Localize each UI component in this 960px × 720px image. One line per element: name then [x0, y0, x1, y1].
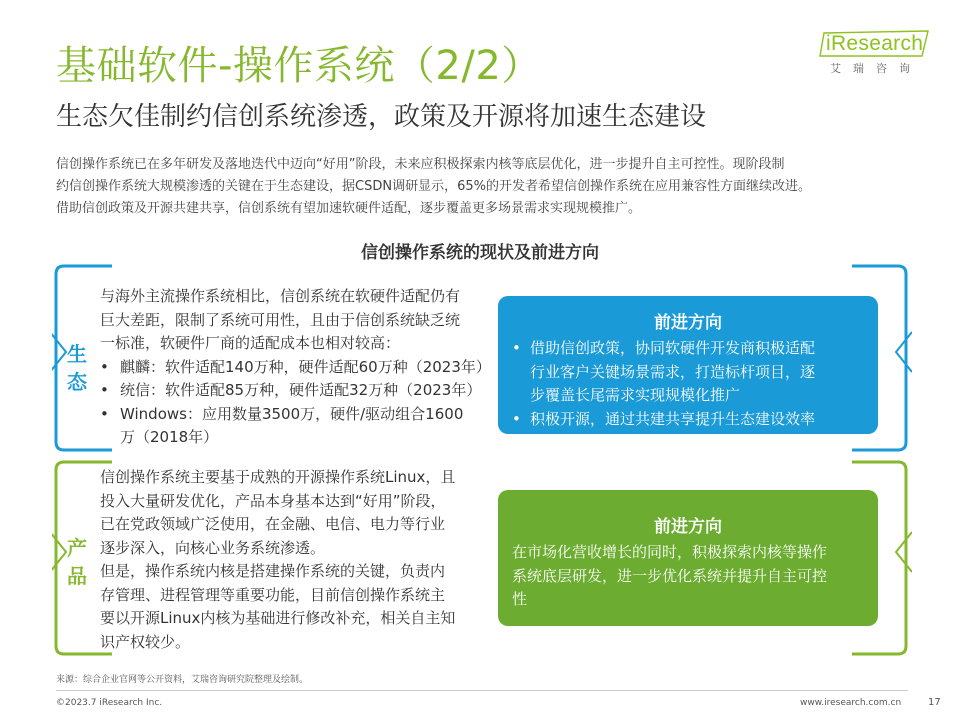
ecosystem-line: 一标准，软硬件厂商的适配成本也相对较高：	[100, 334, 401, 352]
ecosystem-bullet-cont: 万（2018年）	[120, 428, 219, 446]
ecosystem-chevron-right	[896, 332, 912, 372]
ecosystem-bullet: • 麒麟：软件适配140万种，硬件适配60万种（2023年）	[100, 357, 491, 376]
ecosystem-box-item: • 积极开源，通过共建共享提升生态建设效率	[512, 409, 816, 428]
ecosystem-box-title: 前进方向	[654, 313, 722, 333]
copyright: ©2023.7 iResearch Inc.	[56, 698, 163, 708]
ecosystem-box-item: 行业客户关键场景需求，打造标杆项目，逐	[530, 362, 816, 381]
ecosystem-line: 与海外主流操作系统相比，信创系统在软硬件适配仍有	[100, 287, 461, 305]
product-line: 逐步深入，向核心业务系统渗透。	[100, 538, 326, 557]
ecosystem-description	[100, 285, 491, 450]
product-line: 存管理、进程管理等重要功能，目前信创操作系统主	[100, 585, 446, 604]
product-line: 识产权较少。	[100, 632, 191, 651]
product-box-line: 系统底层研发，进一步优化系统并提升自主可控	[512, 566, 828, 585]
ecosystem-bullet: • Windows：应用数量3500万，硬件/驱动组合1600	[100, 404, 464, 423]
intro-line: 信创操作系统已在多年研发及落地迭代中迈向“好用”阶段，未来应积极探索内核等底层优化，进一步提升自主可控性。现阶段制	[56, 157, 785, 172]
product-line: 已在党政领域广泛使用，在金融、电信、电力等行业	[100, 515, 446, 533]
website-link[interactable]: www.iresearch.com.cn	[800, 698, 902, 708]
logo-cn-text: 艾瑞咨询	[830, 62, 922, 75]
product-label: 产 品	[67, 536, 87, 588]
intro-paragraph	[56, 154, 904, 220]
product-box-line: 性	[512, 590, 528, 608]
ecosystem-direction-box	[498, 296, 878, 434]
product-line: 但是，操作系统内核是搭建操作系统的关键，负责内	[100, 562, 446, 580]
product-direction-box	[498, 490, 878, 626]
ecosystem-box-item: 步覆盖长尾需求实现规模化推广	[530, 386, 741, 404]
product-box-line: 在市场化营收增长的同时，积极探索内核等操作	[512, 543, 828, 561]
ecosystem-box-item: • 借助信创政策，协同软硬件开发商积极适配	[512, 339, 816, 357]
intro-line: 约信创操作系统大规模渗透的关键在于生态建设，据CSDN调研显示，65%的开发者希望信创操作系统在应用兼容性方面继续改进。	[56, 179, 811, 194]
iresearch-logo	[818, 30, 930, 82]
page-title: 基础软件-操作系统（2/2）	[56, 43, 542, 89]
product-line: 信创操作系统主要基于成熟的开源操作系统Linux，且	[100, 468, 456, 486]
logo-text: iResearch	[826, 32, 924, 55]
footer-divider	[56, 690, 908, 691]
source-note: 来源：综合企业官网等公开资料，艾瑞咨询研究院整理及绘制。	[56, 675, 309, 685]
page-subtitle: 生态欠佳制约信创系统渗透，政策及开源将加速生态建设	[56, 102, 707, 132]
product-box-title: 前进方向	[654, 517, 722, 537]
diagram-title: 信创操作系统的现状及前进方向	[361, 243, 599, 263]
page-number: 17	[928, 697, 941, 708]
product-chevron-right	[896, 532, 912, 572]
product-line: 投入大量研发优化，产品本身基本达到“好用”阶段，	[100, 491, 446, 510]
ecosystem-label: 生 态	[67, 342, 87, 394]
ecosystem-line: 巨大差距，限制了系统可用性，且由于信创系统缺乏统	[100, 310, 461, 329]
product-line: 要以开源Linux内核为基础进行修改补充，相关自主知	[100, 609, 456, 627]
intro-line: 借助信创政策及开源共建共享，信创系统有望加速软硬件适配，逐步覆盖更多场景需求实现规模推广。	[56, 201, 642, 216]
ecosystem-bullet: • 统信：软件适配85万种，硬件适配32万种（2023年）	[100, 381, 482, 399]
product-description	[100, 466, 455, 654]
